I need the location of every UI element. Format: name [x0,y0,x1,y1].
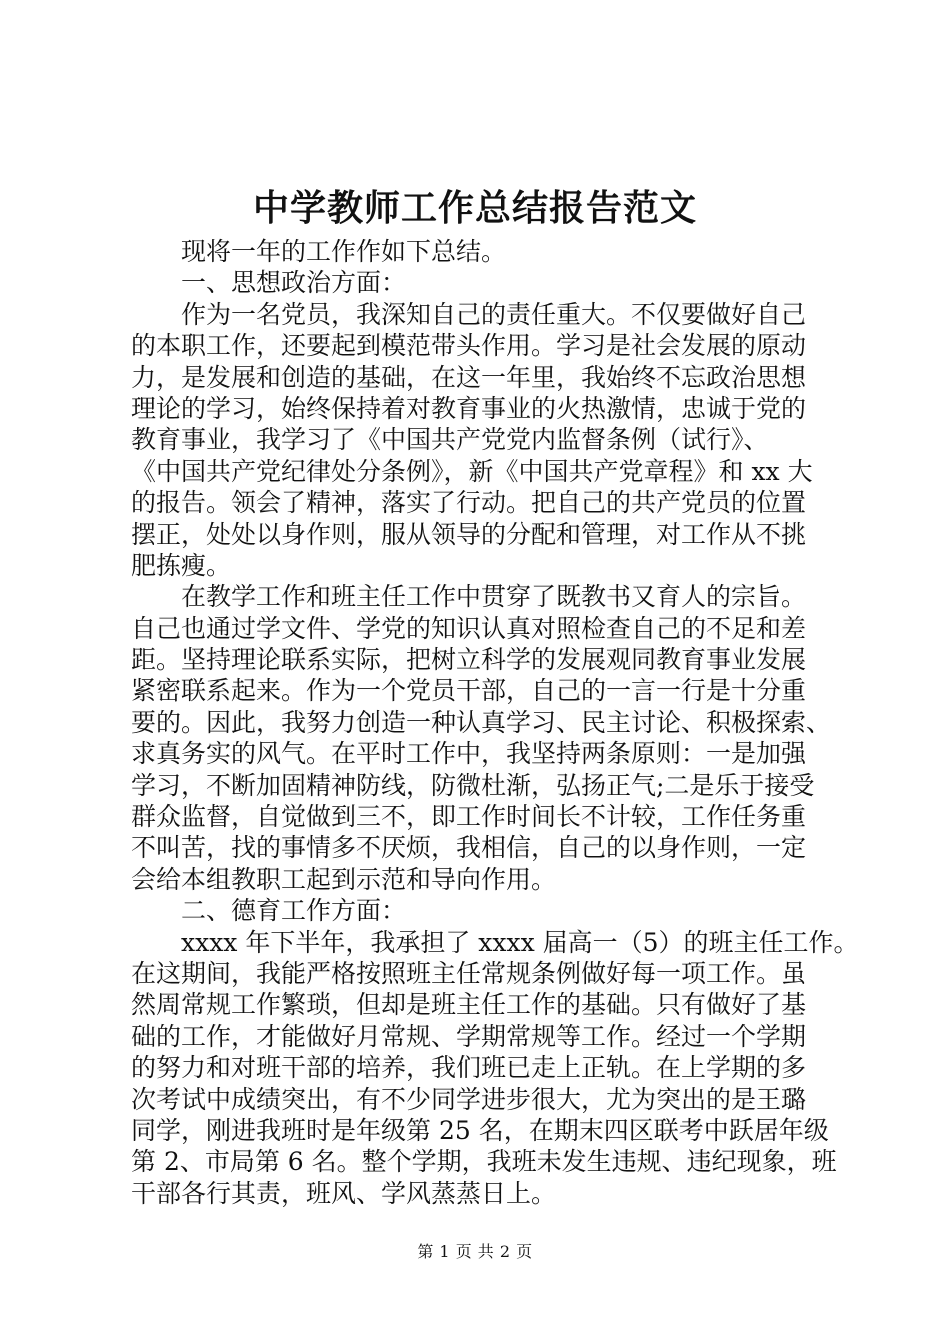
text-line: 肥拣瘦。 [131,550,232,580]
text-line: 同学，刚进我班时是年级第 25 名，在期末四区联考中跃居年级 [131,1115,829,1145]
document-title: 中学教师工作总结报告范文 [252,187,697,229]
document-body [131,236,859,1209]
text-line: 的报告。领会了精神，落实了行动。把自己的共产党员的位置 [131,488,807,518]
text-line: 作为一名党员，我深知自己的责任重大。不仅要做好自己 [181,299,807,329]
text-line: 学习，不断加固精神防线，防微杜渐，弘扬正气;二是乐于接受 [131,770,815,800]
text-line: 力，是发展和创造的基础，在这一年里，我始终不忘政治思想 [131,362,807,392]
text-line: 群众监督，自觉做到三不，即工作时间长不计较，工作任务重 [131,802,807,832]
text-line: 摆正，处处以身作则，服从领导的分配和管理，对工作从不挑 [131,519,807,549]
text-line: 次考试中成绩突出，有不少同学进步很大，尤为突出的是王璐 [131,1084,807,1114]
text-line: xxxx 年下半年，我承担了 xxxx 届高一（5）的班主任工作。 [181,927,859,957]
text-line: 紧密联系起来。作为一个党员干部，自己的一言一行是十分重 [131,676,807,706]
text-line: 的努力和对班干部的培养，我们班已走上正轨。在上学期的多 [131,1053,807,1083]
text-line: 然周常规工作繁琐，但却是班主任工作的基础。只有做好了基 [131,990,807,1020]
text-line: 在教学工作和班主任工作中贯穿了既教书又育人的宗旨。 [181,582,807,612]
section-heading: 一、思想政治方面： [181,268,407,298]
text-line: 理论的学习，始终保持着对教育事业的火热激情，忠诚于党的 [131,393,807,423]
text-line: 现将一年的工作作如下总结。 [181,237,507,266]
text-line: 要的。因此，我努力创造一种认真学习、民主讨论、积极探索、 [131,707,832,737]
text-line: 教育事业，我学习了《中国共产党党内监督条例（试行》、 [131,425,769,455]
text-line: 干部各行其责，班风、学风蒸蒸日上。 [131,1178,557,1208]
page-footer: 第 1 页 共 2 页 [417,1242,533,1261]
text-line: 自己也通过学文件、学党的知识认真对照检查自己的不足和差 [131,613,807,643]
text-line: 在这期间，我能严格按照班主任常规条例做好每一项工作。虽 [131,958,807,988]
text-line: 不叫苦，找的事情多不厌烦，我相信，自己的以身作则，一定 [131,833,807,863]
text-line: 求真务实的风气。在平时工作中，我坚持两条原则：一是加强 [131,739,807,769]
section-heading: 二、德育工作方面： [181,896,407,926]
text-line: 第 2、市局第 6 名。整个学期，我班未发生违规、违纪现象，班 [131,1147,837,1177]
text-line: 距。坚持理论联系实际，把树立科学的发展观同教育事业发展 [131,645,807,675]
text-line: 础的工作，才能做好月常规、学期常规等工作。经过一个学期 [131,1021,807,1051]
text-line: 的本职工作，还要起到模范带头作用。学习是社会发展的原动 [131,331,807,361]
text-line: 会给本组教职工起到示范和导向作用。 [131,864,557,894]
text-line: 《中国共产党纪律处分条例》，新《中国共产党章程》和 xx 大 [131,456,813,486]
